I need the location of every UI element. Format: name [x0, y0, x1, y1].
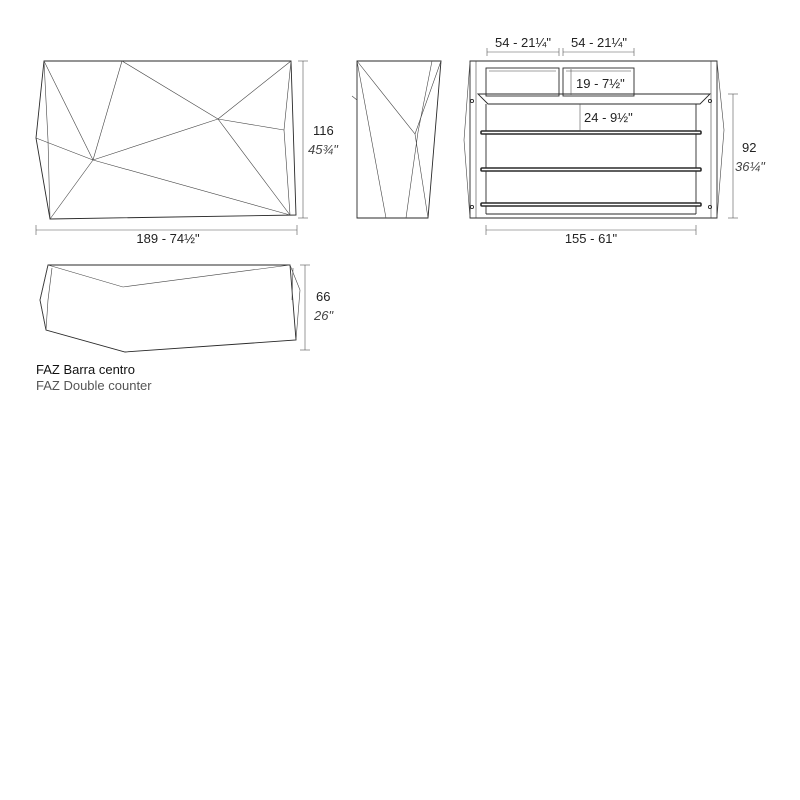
top-depth-in-label: 26": [314, 308, 334, 323]
front-width-label: 189 - 74½": [136, 231, 200, 246]
back-width-label: 155 - 61": [564, 231, 618, 246]
back-height-cm-label: 92: [742, 140, 757, 155]
top-view: [40, 265, 310, 352]
compartment-right-label: 54 - 21¼": [571, 35, 627, 50]
front-height-in-label: 45¾": [308, 142, 338, 157]
product-name-english: FAZ Double counter: [36, 378, 152, 393]
front-height-cm-label: 116: [313, 123, 334, 138]
product-name-spanish: FAZ Barra centro: [36, 362, 135, 377]
shelf-depth-label: 24 - 9½": [584, 110, 633, 125]
front-view: [36, 61, 308, 235]
product-caption: [36, 362, 152, 394]
top-depth-cm-label: 66: [316, 289, 331, 304]
side-view: [352, 61, 441, 218]
compartment-height-label: 19 - 7½": [576, 76, 625, 91]
back-height-in-label: 36¼": [735, 159, 765, 174]
compartment-left-label: 54 - 21¼": [495, 35, 551, 50]
